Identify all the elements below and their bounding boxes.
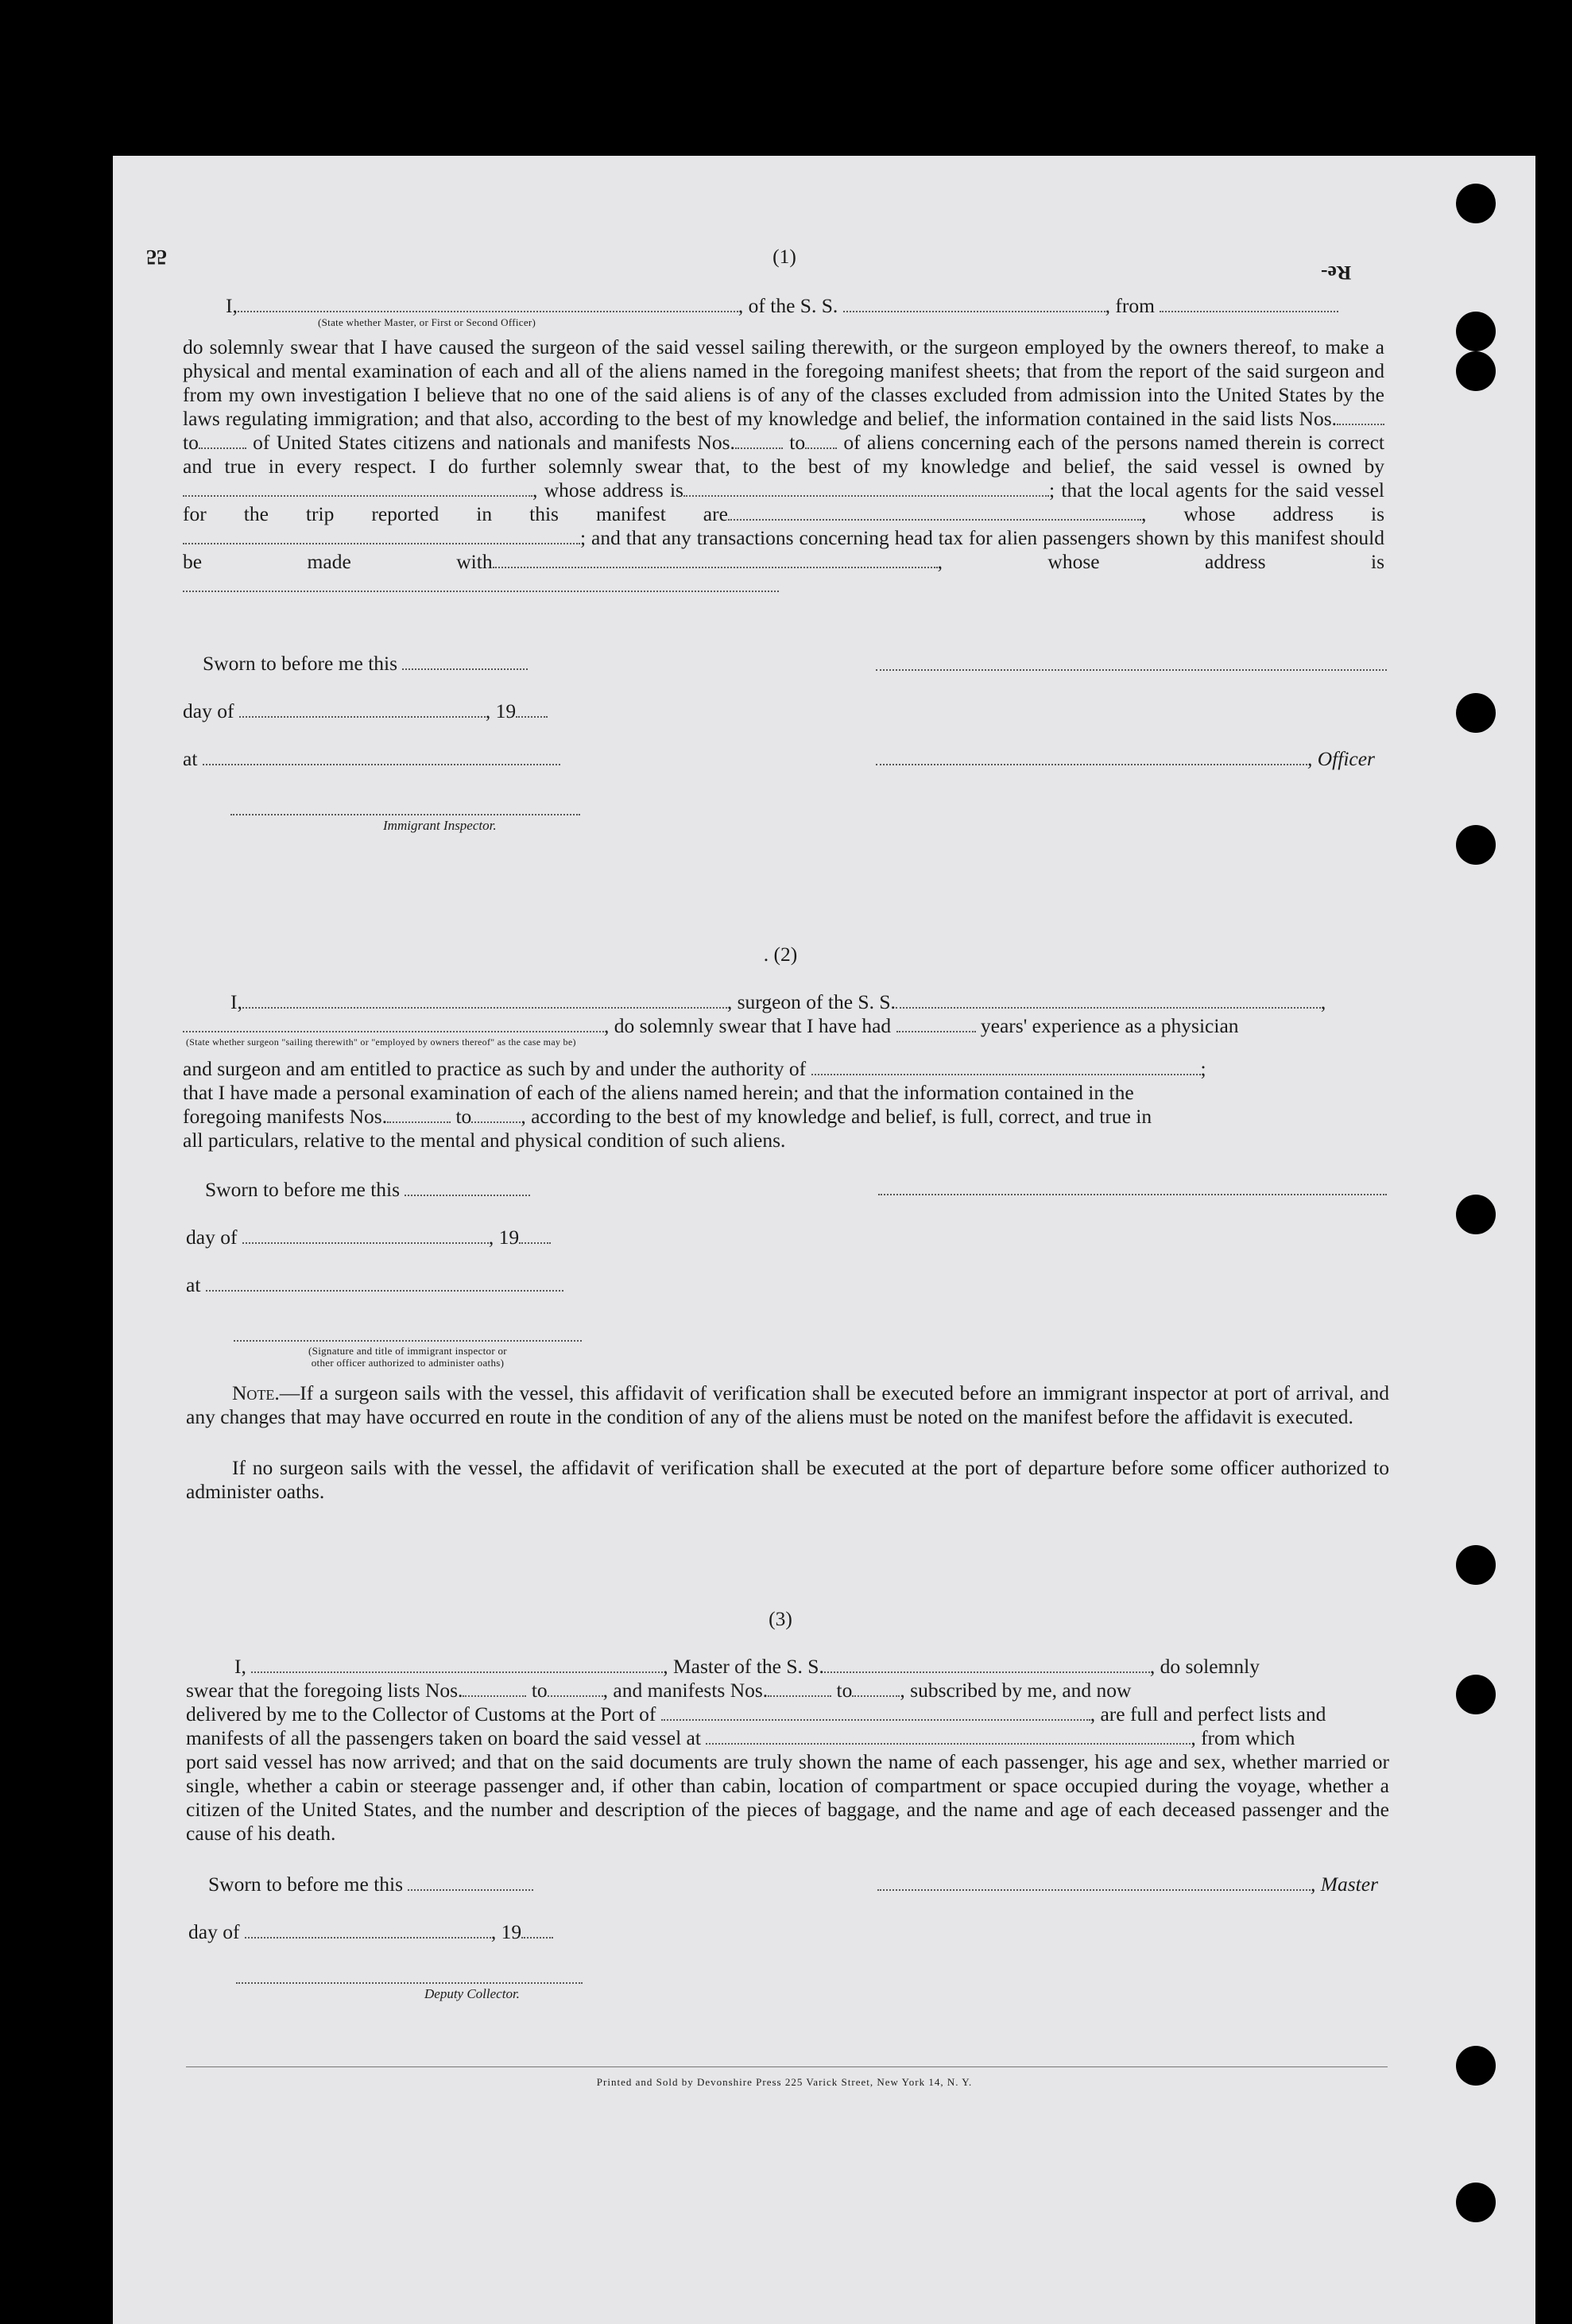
section2-heading: . (2) <box>763 943 798 966</box>
section2-line1: I, , surgeon of the S. S. , <box>230 990 1326 1013</box>
section3-line4: manifests of all the passengers taken on board the said vessel at , from which <box>186 1726 1295 1749</box>
binder-hole <box>1456 1195 1496 1234</box>
section2-line3: and surgeon and am entitled to practice as such by and under the authority of ; <box>183 1057 1206 1080</box>
corner-stamp: Re- <box>1321 261 1352 285</box>
binder-hole <box>1456 825 1496 865</box>
signature-note: (Signature and title of immigrant inspector or other officer authorized to administer oaths) <box>308 1345 507 1369</box>
binder-hole <box>1456 1545 1496 1585</box>
collector-signature-line <box>236 1982 583 1984</box>
section2-line2: , do solemnly swear that I have had years' experience as a physician <box>183 1014 1239 1038</box>
section2-day: day of , 19 <box>186 1226 551 1249</box>
section1-officer-line: , Officer <box>876 747 1375 771</box>
binder-hole <box>1456 2046 1496 2086</box>
section3-body: port said vessel has now arrived; and that on the said documents are truly shown the name of each passenger, his age and sex, whether married or single, whether a cabin or steerage passenger and, if other than cabin, location of compartment or space occupied during the voyage, whether a citizen of the United States, and the number and description of the pieces of baggage, and the name and age of each deceased passenger and the cause of his death. <box>186 1750 1389 1845</box>
section2-note: Note.—If a surgeon sails with the vessel, this affidavit of verification shall be executed before an immigrant inspector at port of arrival, and any changes that may have occurred en route in the condition of any of the aliens must be noted on the manifest before the affidavit is executed. <box>186 1381 1389 1428</box>
section3-line1: I, , Master of the S. S. , do solemnly <box>234 1655 1260 1678</box>
officer-note: (State whether Master, or First or Second Officer) <box>318 316 536 328</box>
section1-sworn: Sworn to before me this <box>203 652 528 676</box>
footer-rule <box>186 2066 1388 2067</box>
binder-hole <box>1456 1675 1496 1714</box>
section1-line1: I, , of the S. S. , from <box>226 294 1338 318</box>
section2-at: at <box>186 1273 563 1297</box>
section1-day: day of , 19 <box>183 699 548 723</box>
collector-caption: Deputy Collector. <box>424 1986 520 2001</box>
section1-at: at <box>183 747 560 771</box>
surgeon-note: (State whether surgeon "sailing therewith" or "employed by owners thereof" as the case may be) <box>186 1036 576 1048</box>
inspector-signature-line <box>230 814 580 815</box>
page-number: 55 <box>146 246 167 269</box>
section2-line6: all particulars, relative to the mental and physical condition of such aliens. <box>183 1129 786 1152</box>
binder-hole <box>1456 184 1496 223</box>
section3-day: day of , 19 <box>188 1920 553 1944</box>
section1-body: do solemnly swear that I have caused the surgeon of the said vessel sailing therewith, or the surgeon employed by the owners thereof, to make a physical and mental examination of each and all of the aliens named in the foregoing manifest sheets; that from the report of the said surgeon and from my own investigation I believe that no one of the said aliens is of any of the classes excluded from admission into the United States by the laws regulating immigration; and that also, according to the best of my knowledge and belief, the information contained in the said lists Nos. to of United States citizens and nationals and manifests Nos. to of aliens concerning each of the persons named therein is correct and true in every respect. I do further solemnly swear that, to the best of my knowledge and belief, the said vessel is owned by, whose address is ; that the local agents for the said vessel for the trip reported in this manifest are , whose address is; and that any transactions concerning head tax for alien passengers shown by this manifest should be made with , whose address is <box>183 335 1384 598</box>
inspector-signature-line-2 <box>234 1340 582 1342</box>
master-signature-line: , Master <box>877 1873 1378 1896</box>
section3-sworn: Sworn to before me this <box>208 1873 533 1896</box>
inspector-caption: Immigrant Inspector. <box>383 818 497 833</box>
binder-hole <box>1456 693 1496 733</box>
section2-note-2: If no surgeon sails with the vessel, the affidavit of verification shall be executed at the port of departure before some officer authorized to administer oaths. <box>186 1456 1389 1503</box>
binder-hole <box>1456 2183 1496 2222</box>
officer-signature-line <box>876 669 1387 671</box>
printer-imprint: Printed and Sold by Devonshire Press 225 Varick Street, New York 14, N. Y. <box>596 2076 973 2088</box>
binder-hole <box>1456 351 1496 391</box>
section2-line5: foregoing manifests Nos. to , according to the best of my knowledge and belief, is full, correct, and true in <box>183 1105 1152 1128</box>
section3-line2: swear that the foregoing lists Nos. to , and manifests Nos. to , subscribed by me, and now <box>186 1679 1132 1702</box>
binder-hole <box>1456 312 1496 351</box>
section2-line4: that I have made a personal examination of each of the aliens named herein; and that the information contained in the <box>183 1081 1134 1104</box>
section1-heading: (1) <box>772 245 796 268</box>
section2-sworn: Sworn to before me this <box>205 1178 530 1202</box>
document-page <box>113 156 1535 2324</box>
section3-line3: delivered by me to the Collector of Customs at the Port of , are full and perfect lists and <box>186 1702 1326 1726</box>
section3-heading: (3) <box>769 1607 792 1630</box>
surgeon-signature-line <box>878 1194 1387 1195</box>
